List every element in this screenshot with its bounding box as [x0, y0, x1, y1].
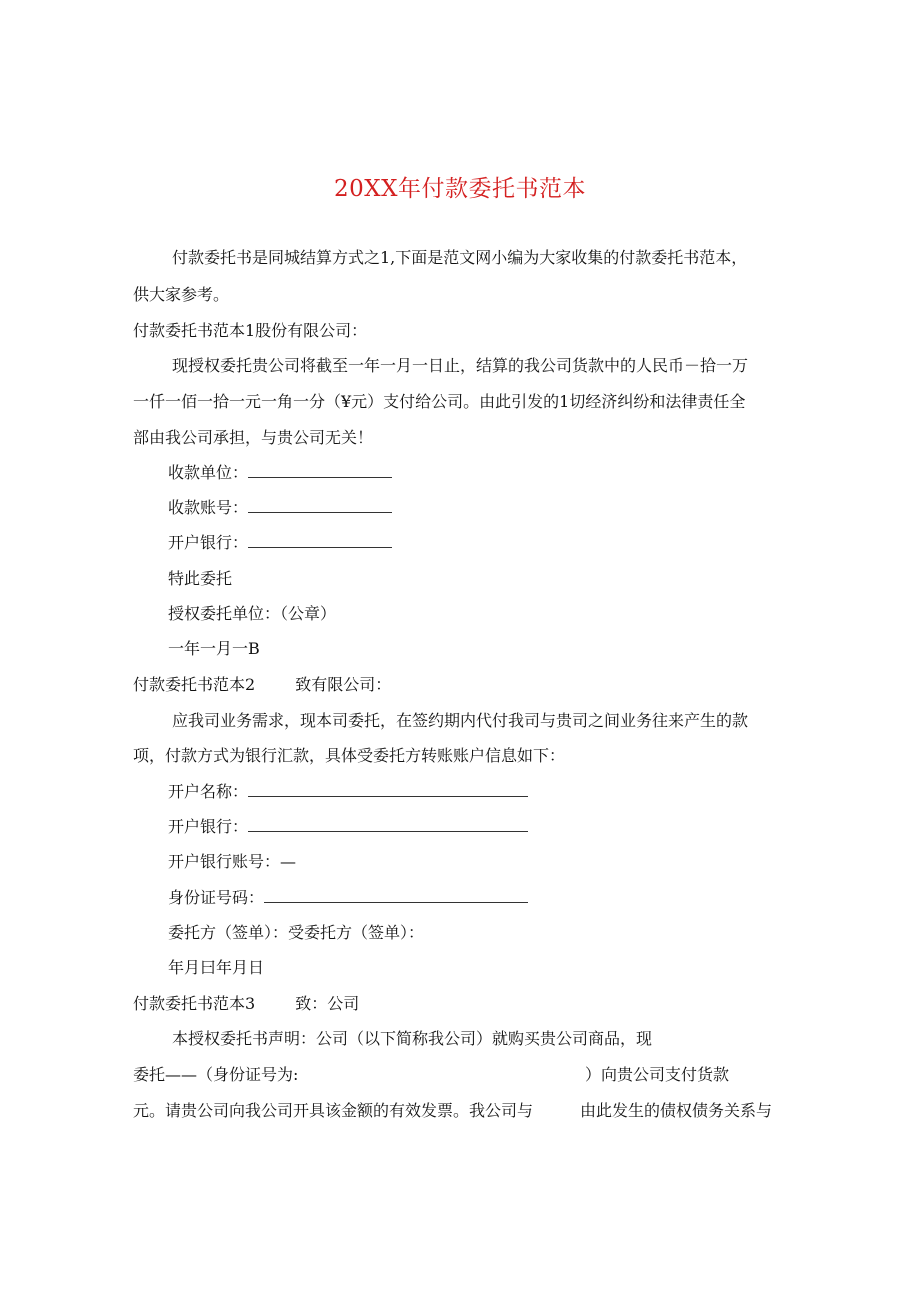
sample3-heading	[133, 993, 359, 1015]
account-name-field	[168, 781, 528, 803]
sample2-bank-label: 开户银行：	[168, 817, 249, 836]
sample3-heading-left: 付款委托书范本3	[133, 994, 256, 1013]
sample3-body-line-1: 本授权委托书声明：公司（以下简称我公司）就购买贵公司商品，现	[172, 1029, 653, 1048]
sample1-bank-blank	[248, 533, 392, 548]
sample1-authorizer: 授权委托单位：（公章）	[168, 604, 337, 623]
sample3-body-line-3-right: 由此发生的债权债务关系与	[580, 1101, 773, 1120]
id-number-blank	[264, 888, 528, 903]
sample1-heading: 付款委托书范本1股份有限公司：	[133, 321, 368, 340]
sample2-body-line-2: 项，付款方式为银行汇款，具体受委托方转账账户信息如下：	[133, 746, 566, 765]
account-name-label: 开户名称：	[168, 782, 249, 801]
sample2-signatures: 委托方（签单）：受委托方（签单）：	[168, 923, 425, 942]
sample2-date: 年月曰年月日	[168, 958, 265, 977]
sample1-bank-label: 开户银行：	[168, 533, 249, 552]
sample1-body-line-1: 现授权委托贵公司将截至一年一月一日止，结算的我公司货款中的人民币－拾一万	[172, 356, 749, 375]
sample2-heading-left: 付款委托书范本2	[133, 675, 256, 694]
payee-account-blank	[248, 498, 392, 513]
id-number-field	[168, 887, 528, 909]
payee-unit-label: 收款单位：	[168, 463, 249, 482]
id-number-label: 身份证号码：	[168, 888, 265, 907]
sample1-bank-field	[168, 532, 392, 554]
sample3-heading-right: 致：公司	[295, 994, 360, 1013]
payee-account-label: 收款账号：	[168, 498, 249, 517]
sample2-bank-blank	[248, 817, 528, 832]
sample1-special: 特此委托	[168, 569, 233, 588]
bank-account-field: 开户银行账号：—	[168, 852, 297, 871]
intro-line-1: 付款委托书是同城结算方式之1,下面是范文网小编为大家收集的付款委托书范本，	[172, 248, 748, 267]
sample3-body-line-3-left: 元。请贵公司向我公司开具该金额的有效发票。我公司与	[133, 1101, 534, 1120]
sample1-date: 一年一月一B	[168, 639, 260, 658]
sample2-heading	[133, 674, 391, 696]
account-name-blank	[248, 782, 528, 797]
payee-unit-blank	[248, 463, 392, 478]
payee-account-field	[168, 497, 392, 519]
sample2-bank-field	[168, 816, 528, 838]
sample2-body-line-1: 应我司业务需求，现本司委托，在签约期内代付我司与贵司之间业务往来产生的款	[172, 711, 749, 730]
document-title: 20XX年付款委托书范本	[333, 176, 586, 202]
sample2-heading-right: 致有限公司：	[295, 675, 392, 694]
sample3-body-line-2-right: ）向贵公司支付货款	[585, 1065, 730, 1084]
sample1-body-line-3: 部由我公司承担，与贵公司无关！	[133, 428, 374, 447]
intro-line-2: 供大家参考。	[133, 285, 230, 304]
sample3-body-line-2-left: 委托——（身份证号为:	[133, 1065, 299, 1084]
payee-unit-field	[168, 462, 392, 484]
sample1-body-line-2: 一仟一佰一拾一元一角一分（¥元）支付给公司。由此引发的1切经济纠纷和法律责任全	[133, 392, 746, 411]
